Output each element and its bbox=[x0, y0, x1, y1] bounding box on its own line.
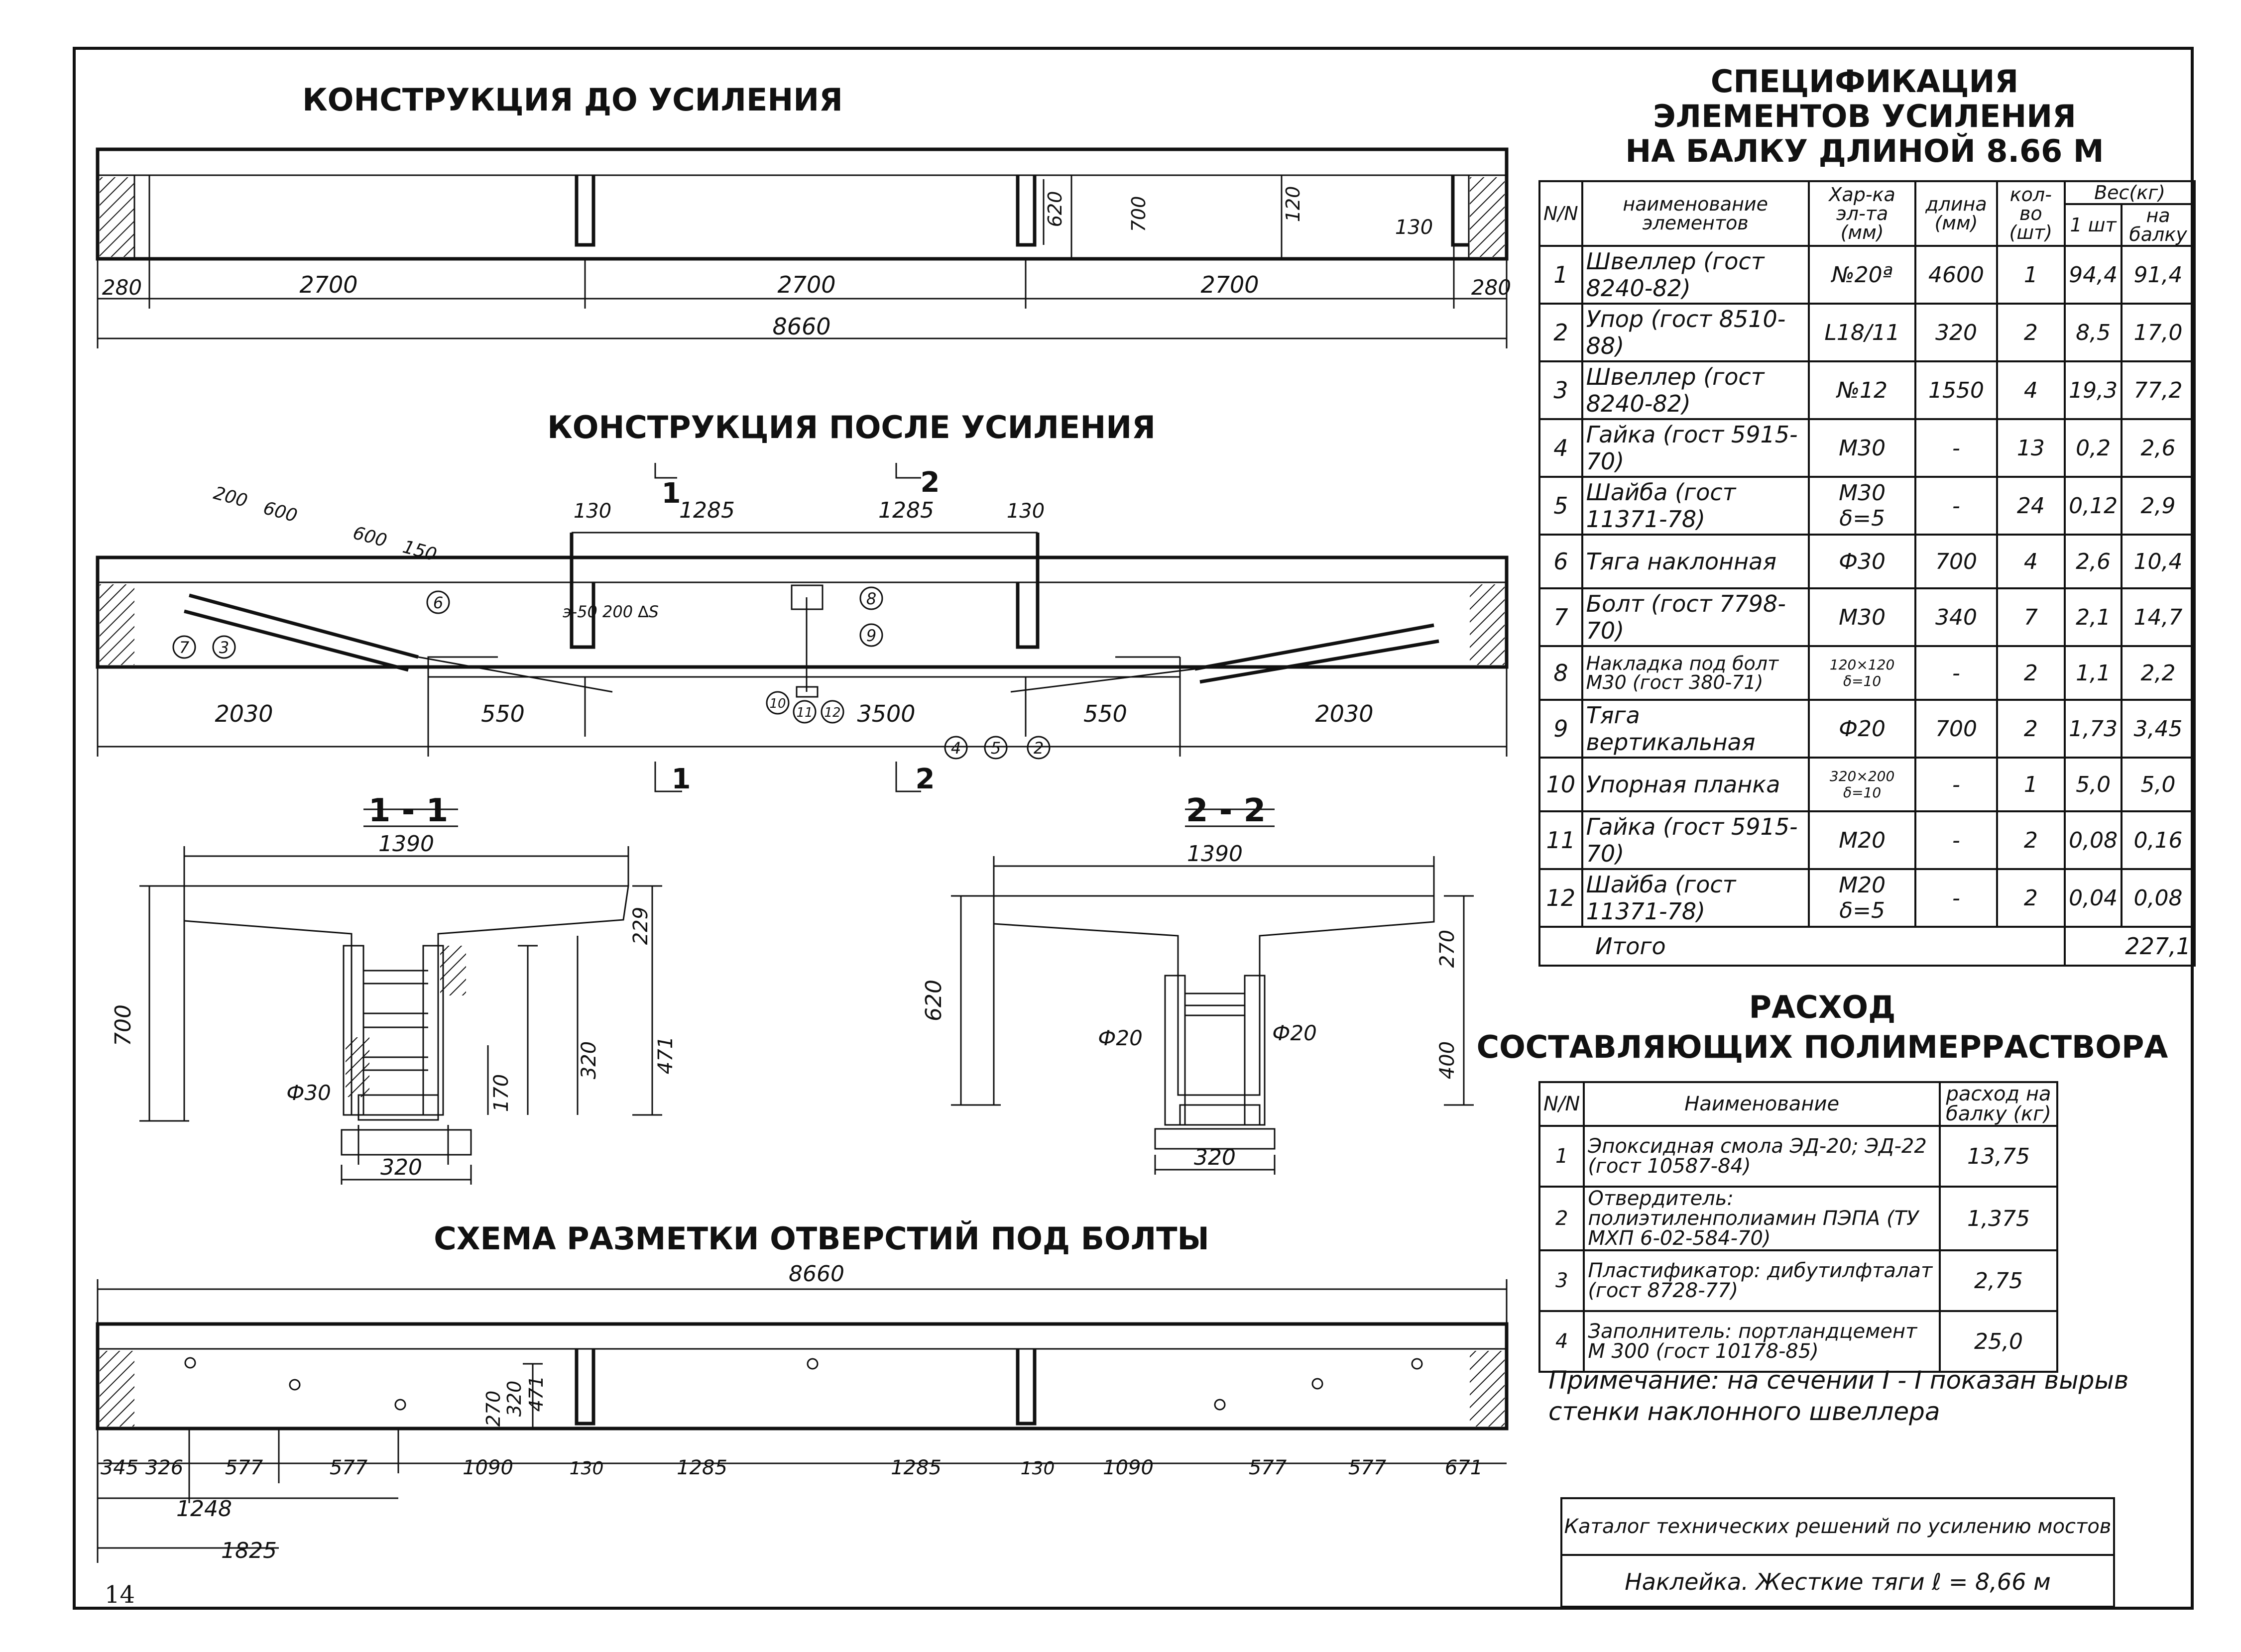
spec-cell-wb: 17,0 bbox=[2122, 304, 2195, 361]
heading-spec-2: ЭЛЕМЕНТОВ УСИЛЕНИЯ bbox=[1653, 98, 2076, 134]
cons-cell-name: Отвердитель: полиэтиленполиамин ПЭПА (ТУ МХП 6-02-584-70) bbox=[1584, 1187, 1940, 1250]
spec-cell-len: 700 bbox=[1915, 535, 1997, 588]
spec-cell-qty: 13 bbox=[1997, 419, 2065, 477]
cons-cell-n: 2 bbox=[1539, 1187, 1584, 1250]
spec-cell-qty: 4 bbox=[1997, 535, 2065, 588]
scheme-dim-0: 345 bbox=[100, 1456, 139, 1479]
spec-cell-len: 700 bbox=[1915, 700, 1997, 758]
section-11-dim-229: 229 bbox=[629, 906, 652, 945]
spec-cell-w1: 0,08 bbox=[2065, 811, 2122, 869]
spec-cell-name: Гайка (гост 5915-70) bbox=[1582, 419, 1809, 477]
spec-cell-name: Тяга вертикальная bbox=[1582, 700, 1809, 758]
heading-cons-2: СОСТАВЛЯЮЩИХ ПОЛИМЕРРАСТВОРА bbox=[1476, 1029, 2168, 1065]
scheme-dim-6: 1285 bbox=[677, 1456, 727, 1479]
scheme-dim-7: 1285 bbox=[891, 1456, 942, 1479]
section-11-dim-320: 320 bbox=[578, 1041, 600, 1080]
cons-cell-n: 4 bbox=[1539, 1311, 1584, 1372]
spec-cell-qty: 2 bbox=[1997, 700, 2065, 758]
spec-cell-n: 6 bbox=[1539, 535, 1582, 588]
table-row bbox=[1539, 246, 2195, 304]
dim-after-left-1: 600 bbox=[261, 498, 300, 527]
spec-cell-char: L18/11 bbox=[1809, 304, 1916, 361]
table-row bbox=[1539, 477, 2195, 535]
scheme-dim-8: 130 bbox=[1020, 1458, 1055, 1479]
spec-cell-wb: 0,16 bbox=[2122, 811, 2195, 869]
dim-before-4: 280 bbox=[1471, 275, 1512, 300]
spec-cell-wb: 3,45 bbox=[2122, 700, 2195, 758]
section-22-title: 2 - 2 bbox=[1185, 792, 1266, 829]
dim-after-bottom-1: 550 bbox=[481, 700, 525, 727]
scheme-dim-11: 577 bbox=[1348, 1456, 1387, 1479]
callout-12: 12 bbox=[824, 705, 841, 720]
dim-after-bottom-2: 3500 bbox=[857, 700, 916, 727]
spec-header-weight: Вес(кг) bbox=[2065, 181, 2195, 204]
spec-cell-n: 5 bbox=[1539, 477, 1582, 535]
spec-cell-n: 9 bbox=[1539, 700, 1582, 758]
table-row bbox=[1539, 700, 2195, 758]
spec-cell-char: М20 δ=5 bbox=[1809, 869, 1916, 927]
spec-cell-name: Гайка (гост 5915-70) bbox=[1582, 811, 1809, 869]
spec-cell-len: 1550 bbox=[1915, 361, 1997, 419]
spec-cell-len: 340 bbox=[1915, 588, 1997, 646]
dim-after-bottom-3: 550 bbox=[1083, 700, 1127, 727]
spec-cell-w1: 1,73 bbox=[2065, 700, 2122, 758]
section-11-width: 1390 bbox=[378, 831, 434, 857]
spec-cell-wb: 14,7 bbox=[2122, 588, 2195, 646]
scheme-dim-9: 1090 bbox=[1103, 1456, 1154, 1479]
cons-header-name: Наименование bbox=[1584, 1082, 1940, 1126]
scheme-h471: 471 bbox=[525, 1375, 547, 1412]
dim-before-h620: 620 bbox=[1044, 191, 1066, 227]
dim-before-0: 280 bbox=[102, 275, 142, 300]
dim-before-1: 2700 bbox=[299, 271, 358, 298]
spec-cell-len: - bbox=[1915, 758, 1997, 811]
table-row bbox=[1539, 646, 2195, 700]
dim-after-left-3: 150 bbox=[400, 537, 439, 565]
scheme-dim-1825: 1825 bbox=[221, 1538, 277, 1563]
spec-cell-qty: 4 bbox=[1997, 361, 2065, 419]
spec-cell-n: 2 bbox=[1539, 304, 1582, 361]
section-11 bbox=[139, 809, 662, 1185]
spec-cell-wb: 2,9 bbox=[2122, 477, 2195, 535]
table-row bbox=[1539, 869, 2195, 927]
spec-cell-name: Швеллер (гост 8240-82) bbox=[1582, 246, 1809, 304]
scheme-dim-2: 577 bbox=[225, 1456, 263, 1479]
title-block bbox=[1560, 1497, 2115, 1608]
spec-cell-wb: 2,6 bbox=[2122, 419, 2195, 477]
section-mark-1-bottom: 1 bbox=[671, 763, 691, 795]
spec-cell-char: Ф30 bbox=[1809, 535, 1916, 588]
cons-cell-n: 1 bbox=[1539, 1126, 1584, 1187]
spec-cell-w1: 0,12 bbox=[2065, 477, 2122, 535]
spec-header-qty: кол-во (шт) bbox=[1997, 181, 2065, 246]
heading-spec-3: НА БАЛКУ ДЛИНОЙ 8.66 М bbox=[1625, 133, 2104, 169]
spec-cell-n: 4 bbox=[1539, 419, 1582, 477]
section-22-dim-270: 270 bbox=[1436, 929, 1459, 968]
spec-cell-wb: 77,2 bbox=[2122, 361, 2195, 419]
spec-cell-qty: 24 bbox=[1997, 477, 2065, 535]
heading-cons-1: РАСХОД bbox=[1749, 989, 1896, 1025]
spec-cell-n: 3 bbox=[1539, 361, 1582, 419]
section-22-width: 1390 bbox=[1187, 841, 1243, 867]
spec-cell-char: №20ª bbox=[1809, 246, 1916, 304]
dim-after-top-2: 1285 bbox=[878, 498, 934, 523]
heading-after: КОНСТРУКЦИЯ ПОСЛЕ УСИЛЕНИЯ bbox=[547, 409, 1156, 445]
spec-cell-name: Болт (гост 7798-70) bbox=[1582, 588, 1809, 646]
section-mark-1-top: 1 bbox=[661, 477, 681, 510]
spec-cell-name: Шайба (гост 11371-78) bbox=[1582, 869, 1809, 927]
spec-cell-char: 320×200 δ=10 bbox=[1809, 758, 1916, 811]
scheme-h270: 270 bbox=[482, 1390, 504, 1427]
spec-header-w-beam: на балку bbox=[2122, 204, 2195, 246]
callout-3: 3 bbox=[219, 638, 230, 657]
cons-header-value: расход на балку (кг) bbox=[1940, 1082, 2057, 1126]
spec-cell-qty: 2 bbox=[1997, 811, 2065, 869]
spec-cell-n: 12 bbox=[1539, 869, 1582, 927]
spec-cell-w1: 2,6 bbox=[2065, 535, 2122, 588]
spec-cell-w1: 1,1 bbox=[2065, 646, 2122, 700]
spec-cell-name: Швеллер (гост 8240-82) bbox=[1582, 361, 1809, 419]
table-row bbox=[1539, 1126, 2057, 1187]
spec-cell-wb: 91,4 bbox=[2122, 246, 2195, 304]
section-22-bottom: 320 bbox=[1194, 1145, 1236, 1170]
spec-total-label: Итого bbox=[1539, 927, 2065, 966]
title-block-sheet: Наклейка. Жесткие тяги ℓ = 8,66 м bbox=[1625, 1568, 2051, 1595]
spec-cell-n: 7 bbox=[1539, 588, 1582, 646]
spec-cell-char: М30 bbox=[1809, 419, 1916, 477]
cons-cell-n: 3 bbox=[1539, 1250, 1584, 1311]
spec-total-value: 227,1 bbox=[2065, 927, 2195, 966]
section-22-rod-left: Ф20 bbox=[1098, 1026, 1143, 1050]
table-row bbox=[1539, 304, 2195, 361]
dim-before-h700: 700 bbox=[1128, 196, 1150, 232]
spec-cell-w1: 94,4 bbox=[2065, 246, 2122, 304]
callout-7: 7 bbox=[179, 638, 190, 657]
spec-cell-w1: 5,0 bbox=[2065, 758, 2122, 811]
section-mark-2-bottom: 2 bbox=[915, 763, 935, 795]
dim-before-2: 2700 bbox=[777, 271, 836, 298]
table-row bbox=[1539, 1187, 2057, 1250]
spec-header-char: Хар-ка эл-та (мм) bbox=[1809, 181, 1916, 246]
scheme-beam bbox=[98, 1279, 1507, 1563]
scheme-dim-1248: 1248 bbox=[176, 1496, 232, 1522]
dim-after-left-0: 200 bbox=[211, 483, 250, 512]
spec-cell-qty: 1 bbox=[1997, 758, 2065, 811]
spec-cell-char: М20 bbox=[1809, 811, 1916, 869]
spec-cell-len: - bbox=[1915, 419, 1997, 477]
dim-after-top-3: 130 bbox=[1006, 500, 1045, 523]
spec-cell-char: М30 δ=5 bbox=[1809, 477, 1916, 535]
callout-4: 4 bbox=[950, 739, 961, 758]
table-row bbox=[1539, 1311, 2057, 1372]
dim-before-h120: 120 bbox=[1282, 186, 1304, 222]
section-11-bottom: 320 bbox=[380, 1155, 422, 1180]
spec-cell-name: Упорная планка bbox=[1582, 758, 1809, 811]
spec-cell-n: 10 bbox=[1539, 758, 1582, 811]
spec-cell-char: 120×120 δ=10 bbox=[1809, 646, 1916, 700]
section-22-rod-right: Ф20 bbox=[1272, 1021, 1317, 1045]
bolt-holes bbox=[185, 1358, 1422, 1410]
after-note-e: э-50 200 ∆S bbox=[563, 602, 659, 621]
spec-cell-wb: 5,0 bbox=[2122, 758, 2195, 811]
spec-cell-name: Упор (гост 8510-88) bbox=[1582, 304, 1809, 361]
section-11-dim-170: 170 bbox=[490, 1074, 513, 1112]
spec-cell-char: №12 bbox=[1809, 361, 1916, 419]
note-text: Примечание: на сечении I - I показан вырыв стенки наклонного швеллера bbox=[1548, 1366, 2129, 1426]
spec-header-name: наименование элементов bbox=[1582, 181, 1809, 246]
callout-2: 2 bbox=[1033, 739, 1044, 758]
callout-6: 6 bbox=[433, 593, 444, 612]
spec-cell-qty: 2 bbox=[1997, 646, 2065, 700]
section-11-title: 1 - 1 bbox=[368, 792, 449, 829]
table-row bbox=[1539, 758, 2195, 811]
table-row bbox=[1539, 535, 2195, 588]
cons-cell-name: Пластификатор: дибутилфталат (гост 8728-77) bbox=[1584, 1250, 1940, 1311]
spec-cell-wb: 0,08 bbox=[2122, 869, 2195, 927]
page-number: 14 bbox=[105, 1581, 135, 1609]
scheme-overall: 8660 bbox=[789, 1261, 844, 1287]
spec-cell-w1: 2,1 bbox=[2065, 588, 2122, 646]
spec-cell-qty: 1 bbox=[1997, 246, 2065, 304]
spec-cell-qty: 7 bbox=[1997, 588, 2065, 646]
spec-cell-n: 8 bbox=[1539, 646, 1582, 700]
cons-cell-value: 2,75 bbox=[1940, 1250, 2057, 1311]
section-11-dim-471: 471 bbox=[654, 1036, 677, 1075]
cons-cell-value: 25,0 bbox=[1940, 1311, 2057, 1372]
table-row bbox=[1539, 419, 2195, 477]
beam-after bbox=[98, 463, 1507, 791]
dim-after-top-0: 130 bbox=[573, 500, 612, 523]
heading-spec-1: СПЕЦИФИКАЦИЯ bbox=[1710, 63, 2019, 100]
spec-cell-w1: 19,3 bbox=[2065, 361, 2122, 419]
cons-cell-value: 1,375 bbox=[1940, 1187, 2057, 1250]
spec-cell-len: - bbox=[1915, 869, 1997, 927]
section-22-height: 620 bbox=[921, 980, 946, 1021]
table-row bbox=[1539, 1250, 2057, 1311]
spec-cell-len: - bbox=[1915, 646, 1997, 700]
table-row-total bbox=[1539, 927, 2195, 966]
spec-cell-qty: 2 bbox=[1997, 869, 2065, 927]
dim-before-overall: 8660 bbox=[772, 313, 831, 340]
spec-cell-n: 11 bbox=[1539, 811, 1582, 869]
spec-cell-w1: 0,2 bbox=[2065, 419, 2122, 477]
heading-before: КОНСТРУКЦИЯ ДО УСИЛЕНИЯ bbox=[302, 82, 843, 118]
dim-before-3: 2700 bbox=[1200, 271, 1259, 298]
scheme-h320: 320 bbox=[503, 1380, 525, 1417]
table-row bbox=[1539, 361, 2195, 419]
scheme-dim-4: 1090 bbox=[463, 1456, 513, 1479]
spec-cell-name: Шайба (гост 11371-78) bbox=[1582, 477, 1809, 535]
cons-header-num: N/N bbox=[1539, 1082, 1584, 1126]
cons-cell-value: 13,75 bbox=[1940, 1126, 2057, 1187]
spec-cell-qty: 2 bbox=[1997, 304, 2065, 361]
callout-5: 5 bbox=[990, 739, 1001, 758]
consumption-table bbox=[1538, 1081, 2058, 1373]
spec-cell-char: М30 bbox=[1809, 588, 1916, 646]
spec-header-num: N/N bbox=[1539, 181, 1582, 246]
spec-cell-name: Тяга наклонная bbox=[1582, 535, 1809, 588]
scheme-dim-1: 326 bbox=[145, 1456, 184, 1479]
spec-cell-char: Ф20 bbox=[1809, 700, 1916, 758]
table-row bbox=[1539, 811, 2195, 869]
callout-11: 11 bbox=[796, 705, 813, 720]
spec-cell-w1: 0,04 bbox=[2065, 869, 2122, 927]
title-block-catalog: Каталог технических решений по усилению мостов bbox=[1562, 1499, 2113, 1556]
spec-header-length: длина (мм) bbox=[1915, 181, 1997, 246]
section-11-rod: Ф30 bbox=[286, 1081, 331, 1105]
scheme-dim-10: 577 bbox=[1248, 1456, 1287, 1479]
dim-after-bottom-0: 2030 bbox=[215, 700, 273, 727]
spec-cell-wb: 2,2 bbox=[2122, 646, 2195, 700]
scheme-dim-3: 577 bbox=[329, 1456, 368, 1479]
scheme-dim-5: 130 bbox=[569, 1458, 604, 1479]
spec-cell-wb: 10,4 bbox=[2122, 535, 2195, 588]
scheme-dim-12: 671 bbox=[1444, 1456, 1483, 1479]
callout-9: 9 bbox=[866, 626, 877, 645]
section-22-dim-400: 400 bbox=[1436, 1041, 1459, 1080]
spec-cell-len: - bbox=[1915, 811, 1997, 869]
dim-after-top-1: 1285 bbox=[679, 498, 735, 523]
dim-before-130: 130 bbox=[1395, 216, 1433, 239]
spec-cell-len: - bbox=[1915, 477, 1997, 535]
spec-header-w-one: 1 шт bbox=[2065, 204, 2122, 246]
spec-cell-len: 320 bbox=[1915, 304, 1997, 361]
spec-cell-name: Накладка под болт М30 (гост 380-71) bbox=[1582, 646, 1809, 700]
table-row bbox=[1539, 588, 2195, 646]
cons-cell-name: Эпоксидная смола ЭД-20; ЭД-22 (гост 10587-84) bbox=[1584, 1126, 1940, 1187]
spec-cell-w1: 8,5 bbox=[2065, 304, 2122, 361]
spec-cell-len: 4600 bbox=[1915, 246, 1997, 304]
spec-table bbox=[1538, 180, 2196, 967]
heading-scheme: СХЕМА РАЗМЕТКИ ОТВЕРСТИЙ ПОД БОЛТЫ bbox=[434, 1220, 1209, 1257]
spec-cell-n: 1 bbox=[1539, 246, 1582, 304]
section-11-height: 700 bbox=[111, 1004, 136, 1046]
cons-cell-name: Заполнитель: портландцемент М 300 (гост 10178-85) bbox=[1584, 1311, 1940, 1372]
callout-10: 10 bbox=[769, 696, 786, 711]
section-mark-2-top: 2 bbox=[920, 466, 940, 499]
dim-after-bottom-4: 2030 bbox=[1315, 700, 1374, 727]
dim-after-left-2: 600 bbox=[351, 523, 389, 551]
callout-8: 8 bbox=[866, 589, 877, 608]
